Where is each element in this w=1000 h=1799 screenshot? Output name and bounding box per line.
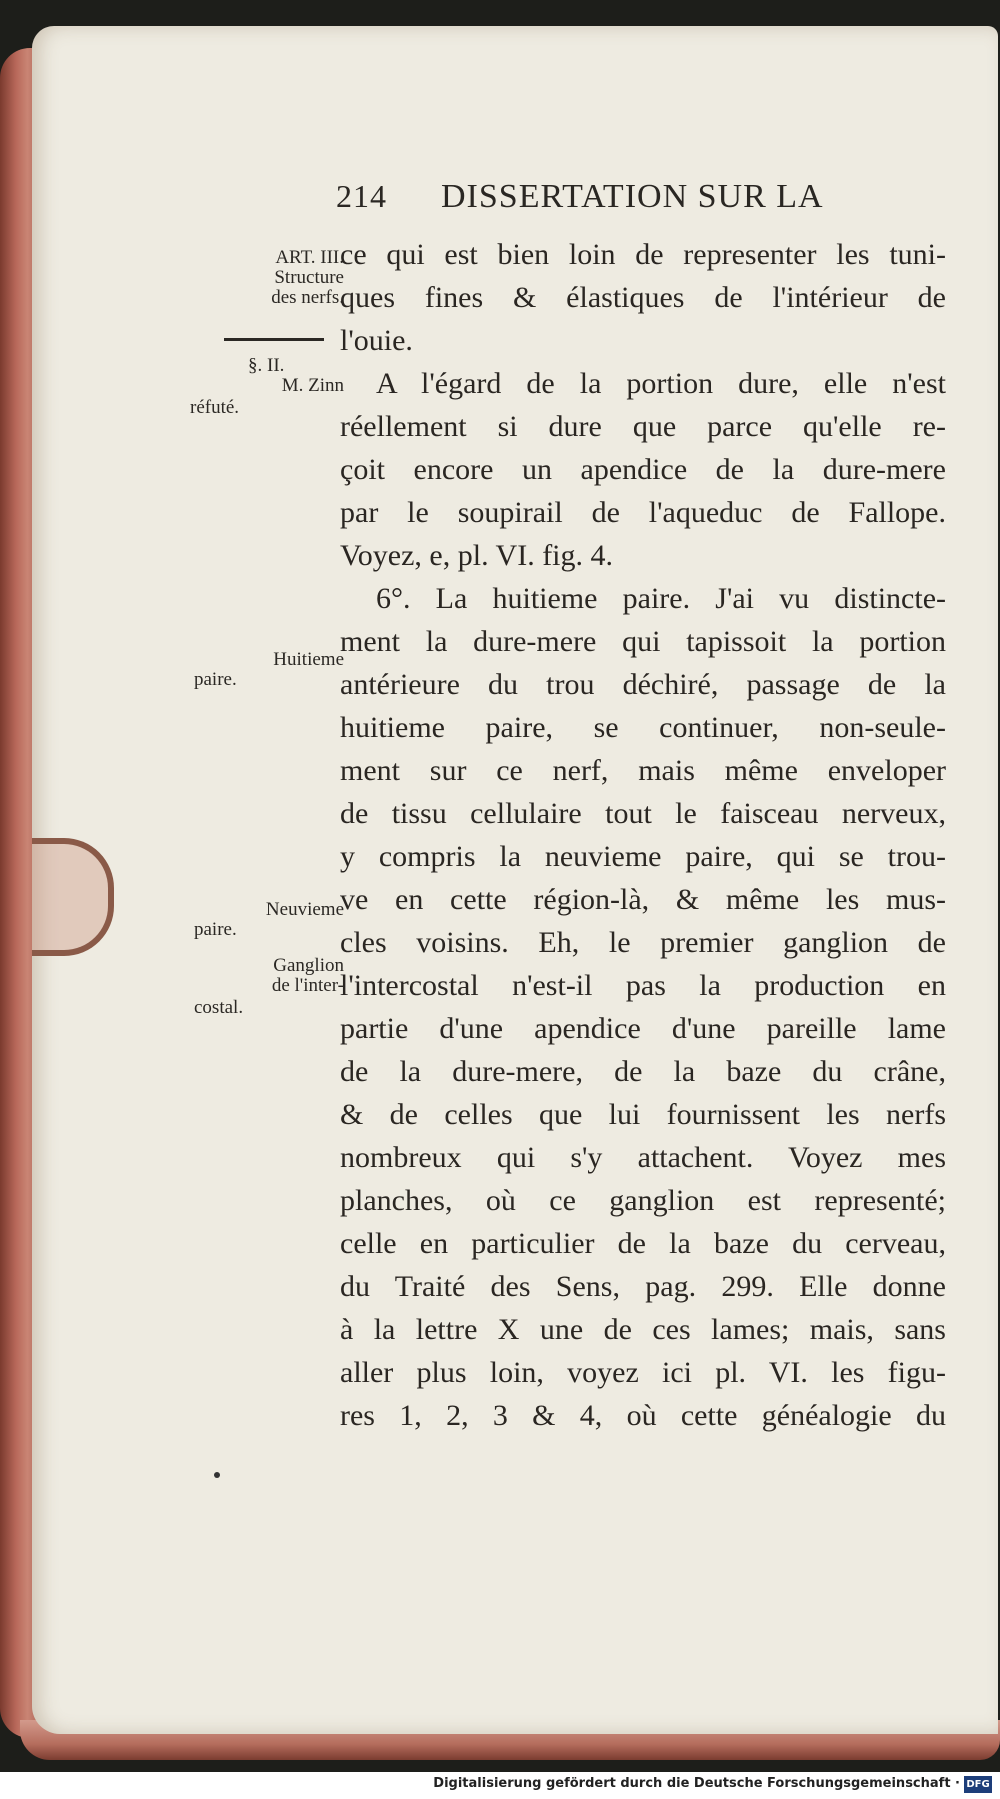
text-line: 6°. La huitieme paire. J'ai vu distincte-	[376, 582, 946, 615]
text-line: nombreux qui s'y attachent. Voyez mes	[340, 1141, 946, 1174]
margin-note: Huitieme	[273, 649, 344, 670]
text-line: aller plus loin, voyez ici pl. VI. les figu-	[340, 1356, 946, 1389]
text-line: A l'égard de la portion dure, elle n'est	[376, 367, 946, 400]
text-line: réellement si dure que parce qu'elle re-	[340, 410, 946, 443]
text-line: du Traité des Sens, pag. 299. Elle donne	[340, 1270, 946, 1303]
margin-note: paire.	[194, 919, 237, 940]
text-line: l'ouie.	[340, 324, 413, 357]
dfg-logo: DFG	[964, 1776, 992, 1793]
text-line: Voyez, e, pl. VI. fig. 4.	[340, 539, 614, 572]
margin-note: de l'inter-	[271, 975, 344, 996]
text-line: cles voisins. Eh, le premier ganglion de	[340, 926, 946, 959]
bookmark-clip	[32, 838, 114, 956]
text-line: antérieure du trou déchiré, passage de la	[340, 668, 946, 701]
margin-note: des nerfs.	[271, 287, 344, 308]
page-number: 214	[336, 178, 387, 214]
margin-note: M. Zinn	[281, 375, 344, 396]
text-line: de tissu cellulaire tout le faisceau nerveux,	[340, 797, 946, 830]
running-head	[336, 178, 856, 216]
margin-note: Structure	[274, 267, 344, 288]
text-line: l'intercostal n'est-il pas la production en	[340, 969, 946, 1002]
margin-note: §. II.	[248, 355, 285, 376]
text-line: çoit encore un apendice de la dure-mere	[340, 453, 946, 486]
text-line: planches, où ce ganglion est representé;	[340, 1184, 946, 1217]
margin-rule	[224, 338, 324, 341]
margin-note: costal.	[194, 997, 244, 1018]
text-line: res 1, 2, 3 & 4, où cette généalogie du	[340, 1399, 946, 1432]
text-line: ment sur ce nerf, mais même enveloper	[340, 754, 946, 787]
text-line: y compris la neuvieme paire, qui se trou-	[340, 840, 946, 873]
margin-note: réfuté.	[190, 397, 240, 418]
text-line: ve en cette région-là, & même les mus-	[340, 883, 946, 916]
text-line: par le soupirail de l'aqueduc de Fallope.	[340, 496, 946, 529]
text-line: ce qui est bien loin de representer les tuni-	[340, 238, 946, 271]
footer-credit: Digitalisierung gefördert durch die Deutsche Forschungsgemeinschaft ·	[433, 1776, 960, 1791]
text-line: partie d'une apendice d'une pareille lame	[340, 1012, 946, 1045]
text-line: à la lettre X une de ces lames; mais, sans	[340, 1313, 946, 1346]
margin-note: Neuvieme	[265, 899, 344, 920]
footer-bar	[0, 1772, 1000, 1799]
text-line: & de celles que lui fournissent les nerfs	[340, 1098, 946, 1131]
text-line: de la dure-mere, de la baze du crâne,	[340, 1055, 946, 1088]
text-line: ques fines & élastiques de l'intérieur de	[340, 281, 946, 314]
ink-speck	[214, 1472, 220, 1478]
margin-note: paire.	[194, 669, 237, 690]
page-title: DISSERTATION SUR LA	[441, 178, 824, 215]
text-line: ment la dure-mere qui tapissoit la portion	[340, 625, 946, 658]
margin-note: ART. III.	[275, 247, 344, 268]
text-line: huitieme paire, se continuer, non-seule-	[340, 711, 946, 744]
margin-note: Ganglion	[273, 955, 344, 976]
text-line: celle en particulier de la baze du cerveau,	[340, 1227, 946, 1260]
